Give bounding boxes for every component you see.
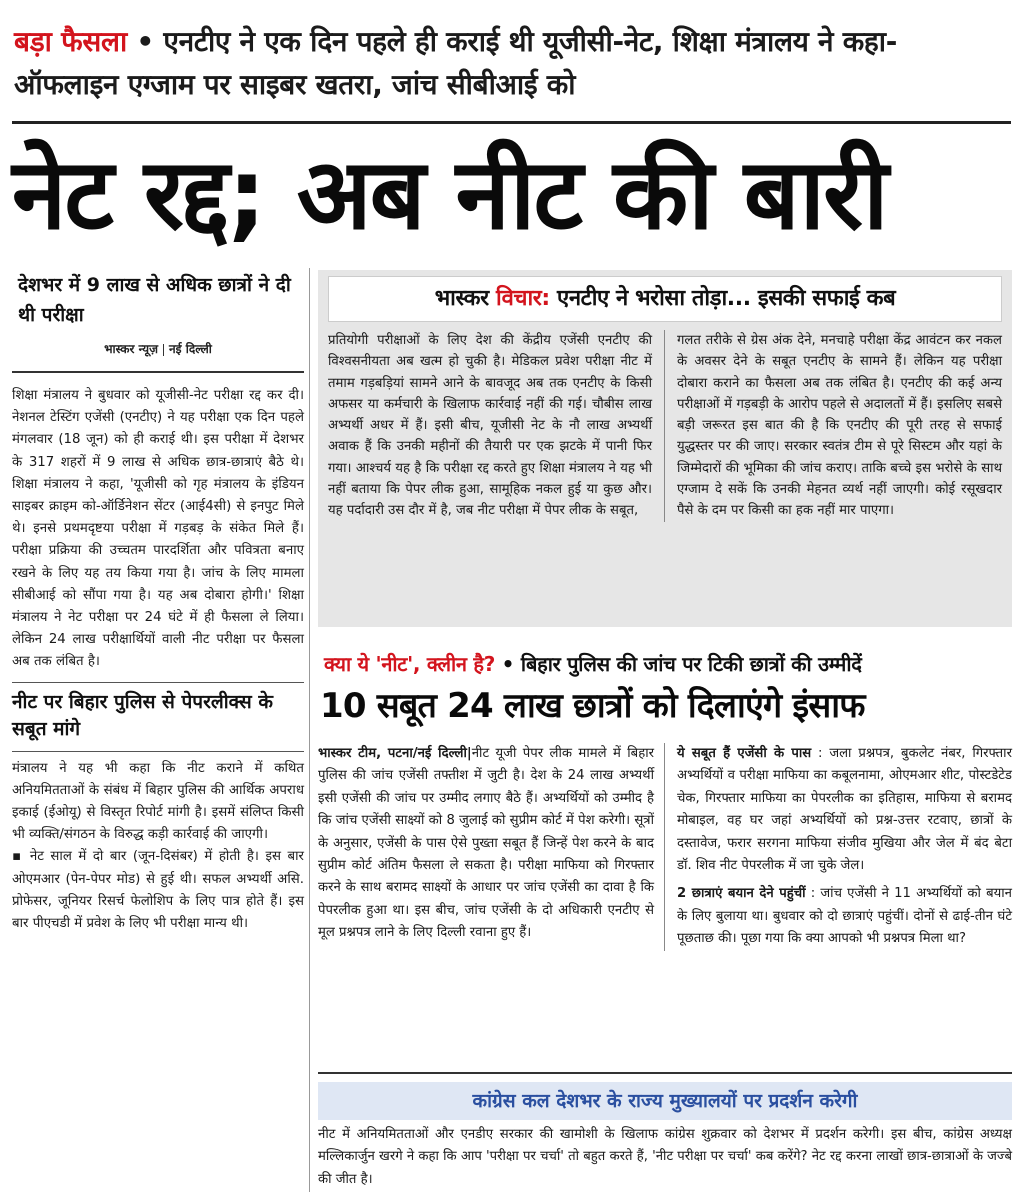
- byline-city: नई दिल्ली: [169, 342, 212, 356]
- neet-story: [318, 649, 1012, 951]
- students-text: : जांच एजेंसी ने 11 अभ्यर्थियों को बयान के लिए बुलाया था। बुधवार को दो छात्राएं पहुंचीं। दोनों से ढाई-तीन घंटे पूछताछ की। पूछा गया कि क्या आपको भी प्रश्नपत्र मिला था?: [677, 886, 1012, 947]
- right-column: [318, 270, 1012, 951]
- left-body-3: ▪ नेट साल में दो बार (जून-दिसंबर) में होती है। इस बार ओएमआर (पेन-पेपर मोड) से हुई थी। सफल अभ्यर्थी असि. प्रोफेसर, जूनियर रिसर्च फेलोशिप के लिए पात्र होते हैं। इस बार पीएचडी में प्रवेश के लिए भी परीक्षा मान्य थी।: [12, 849, 304, 932]
- neet-kicker-text: • बिहार पुलिस की जांच पर टिकी छात्रों की उम्मीदें: [501, 652, 862, 676]
- left-body: शिक्षा मंत्रालय ने बुधवार को यूजीसी-नेट परीक्षा रद्द कर दी। नेशनल टेस्टिंग एजेंसी (एनटीए) ने यह परीक्षा एक दिन पहले मंगलवार (18 जून) को ही कराई थी। इस परीक्षा में देशभर के 317 शहरों में 9 लाख से अधिक छात्र-छात्राएं बैठे थे। शिक्षा मंत्रालय ने कहा, 'यूजीसी को गृह मंत्रालय के इंडियन साइबर क्राइम को-ऑर्डिनेशन सेंटर (आई4सी) से इनपुट मिले थे। इनसे प्रथमदृष्टया परीक्षा में गड़बड़ के संकेत मिले हैं। परीक्षा प्रक्रिया की उच्चतम पारदर्शिता और पवित्रता बनाए रखने के लिए यह तय किया गया है। जांच के लिए मामला सीबीआई को सौंपा गया है। यह अब दोबारा होगी।' शिक्षा मंत्रालय ने नेट परीक्षा पर 24 घंटे में ही फैसला ले लिया। लेकिन 24 लाख परीक्षार्थियों वाली नीट परीक्षा पर फैसला अब तक लंबित है।: [12, 388, 304, 670]
- neet-headline: 10 सबूत 24 लाख छात्रों को दिलाएंगे इंसाफ: [320, 686, 865, 726]
- congress-story: [318, 1072, 1012, 1191]
- byline: [12, 340, 304, 357]
- neet-kicker-label: क्या ये 'नीट', क्लीन है?: [324, 652, 495, 676]
- left-divider: [12, 371, 304, 373]
- congress-headline: कांग्रेस कल देशभर के राज्य मुख्यालयों पर प्रदर्शन करेगी: [318, 1082, 1012, 1120]
- students-paragraph: [677, 883, 1012, 950]
- neet-col-1-text: नीट यूजी पेपर लीक मामले में बिहार पुलिस की जांच एजेंसी तफ्तीश में जुटी है। देश के 24 लाख अभ्यर्थी इसी एजेंसी की जांच पर उम्मीद लगाए बैठे हैं। अभ्यर्थियों को उम्मीद है कि जांच एजेंसी साक्ष्यों को 8 जुलाई को सुप्रीम कोर्ट में पेश करेगी। सूत्रों के अनुसार, एजेंसी के पास ऐसे पुख्ता सबूत हैं जिन्हें पेश करने के बाद सुप्रीम कोर्ट अंतिम फैसला ले सकता है। परीक्षा माफिया को गिरफ्तार करने के साथ बरामद साक्ष्यों के आधार पर जांच एजेंसी का दावा है कि पेपरलीक हुआ था। इस बीच, जांच एजेंसी के दो अधिकारी एनटीए से मूल प्रश्नपत्र लाने के लिए दिल्ली रवाना हुए हैं।: [318, 746, 655, 941]
- congress-body: नीट में अनियमितताओं और एनडीए सरकार की खामोशी के खिलाफ कांग्रेस शुक्रवार को देशभर में प्रदर्शन करेगी। इस बीच, कांग्रेस अध्यक्ष मल्लिकार्जुन खरगे ने कहा कि आप 'परीक्षा पर चर्चा' तो बहुत करते हैं, 'नीट परीक्षा पर चर्चा' कब करेंगे? नेट रद्द करना लाखों छात्र-छात्राओं के जज्बे की जीत है।: [318, 1127, 1012, 1187]
- evidence-text: : जला प्रश्नपत्र, बुकलेट नंबर, गिरफ्तार अभ्यर्थियों व परीक्षा माफिया का कबूलनामा, ओएमआर शीट, पोस्टडेटेड चेक, गिरफ्तार माफिया का पेपरलीक का इतिहास, माफिया से बरामद मोबाइल, वह घर जहां अभ्यर्थियों को प्रश्न-उत्तर रटवाए, छात्रों के दस्तावेज, फरार सरगना माफिया संजीव मुखिया और जेल में बंद बेटा डॉ. शिव नीट पेपरलीक में जा चुके जेल।: [677, 746, 1012, 874]
- editorial-box: [318, 270, 1012, 627]
- editorial-brand: भास्कर: [434, 286, 489, 311]
- students-lead: 2 छात्राएं बयान देने पहुंचीं: [677, 886, 806, 902]
- neet-col-1: [318, 743, 665, 951]
- neet-kicker: [318, 649, 1012, 679]
- editorial-label: विचार:: [495, 286, 550, 311]
- editorial-heading: [328, 276, 1002, 322]
- neet-col-1-lead: भास्कर टीम, पटना/नई दिल्ली|: [318, 746, 472, 761]
- evidence-paragraph: [677, 743, 1012, 877]
- neet-col-2: [665, 743, 1012, 951]
- kicker-text: • एनटीए ने एक दिन पहले ही कराई थी यूजीसी-नेट, शिक्षा मंत्रालय ने कहा- ऑफलाइन एग्जाम पर साइबर खतरा, जांच सीबीआई को: [14, 25, 898, 101]
- left-body-2: मंत्रालय ने यह भी कहा कि नीट कराने में कथित अनियमितताओं के संबंध में बिहार पुलिस की आर्थिक अपराध इकाई (ईओयू) से विस्तृत रिपोर्ट मांगी है। इसमें संलिप्त किसी भी व्यक्ति/संगठन के विरुद्ध कड़ी कार्रवाई की जाएगी।: [12, 760, 304, 843]
- left-divider-2: [12, 682, 304, 683]
- neet-columns: [318, 743, 1012, 951]
- byline-divider: [163, 344, 164, 356]
- evidence-lead: ये सबूत हैं एजेंसी के पास: [677, 746, 812, 761]
- left-column: [12, 270, 304, 935]
- column-divider: [309, 268, 310, 1192]
- editorial-columns: [328, 330, 1002, 522]
- left-subhead: देशभर में 9 लाख से अधिक छात्रों ने दी थी परीक्षा: [18, 274, 291, 326]
- main-headline: नेट रद्द; अब नीट की बारी: [12, 138, 887, 252]
- byline-source: भास्कर न्यूज़: [104, 342, 159, 356]
- editorial-col-1: प्रतियोगी परीक्षाओं के लिए देश की केंद्रीय एजेंसी एनटीए की विश्वसनीयता अब खत्म हो चुकी है। मेडिकल प्रवेश परीक्षा नीट में तमाम गड़बड़ियां सामने आने के बावजूद अब तक एनटीए के किसी अफसर या कर्मचारी के खिलाफ कार्रवाई नहीं की गई। चौबीस लाख अभ्यर्थी अधर में हैं। इसी बीच, यूजीसी नेट के नौ लाख अभ्यर्थी अवाक हैं कि उनकी महीनों की तैयारी पर एक झटके में पानी फिर गया। आश्चर्य यह है कि परीक्षा रद्द करते हुए शिक्षा मंत्रालय ने यह भी नहीं बताया कि पेपर लीक हुआ, सामूहिक नकल हुई या कुछ और। यह पर्दादारी उस दौर में है, जब नीट परीक्षा में पेपर लीक के सबूत,: [328, 330, 665, 522]
- left-divider-3: [12, 751, 304, 752]
- editorial-title: एनटीए ने भरोसा तोड़ा... इसकी सफाई कब: [557, 286, 896, 311]
- left-subhead-2: नीट पर बिहार पुलिस से पेपरलीक्स के सबूत मांगे: [12, 690, 273, 740]
- kicker: [14, 20, 1009, 106]
- kicker-label: बड़ा फैसला: [14, 25, 127, 58]
- editorial-col-2: गलत तरीके से ग्रेस अंक देने, मनचाहे परीक्षा केंद्र आवंटन कर नकल के अवसर देने के सबूत एनटीए के सामने हैं। लेकिन यह परीक्षा दोबारा कराने का फैसला अब तक लंबित है। एनटीए की कई अन्य परीक्षाओं में गड़बड़ी के आरोप पहले से अदालतों में हैं। इसलिए सबसे बड़ी जरूरत इस बात की है कि एनटीए की पूरी तरह से सफाई युद्धस्तर पर की जाए। सरकार स्वतंत्र टीम से पूरे सिस्टम और यहां के जिम्मेदारों की भूमिका की जांच कराए। ताकि बच्चे इस भरोसे के साथ एग्जाम दे सकें कि उनकी मेहनत व्यर्थ नहीं जाएगी। कोई रसूखदार पैसे के दम पर किसी का हक नहीं मार पाएगा।: [677, 333, 1002, 519]
- top-rule: [12, 121, 1011, 124]
